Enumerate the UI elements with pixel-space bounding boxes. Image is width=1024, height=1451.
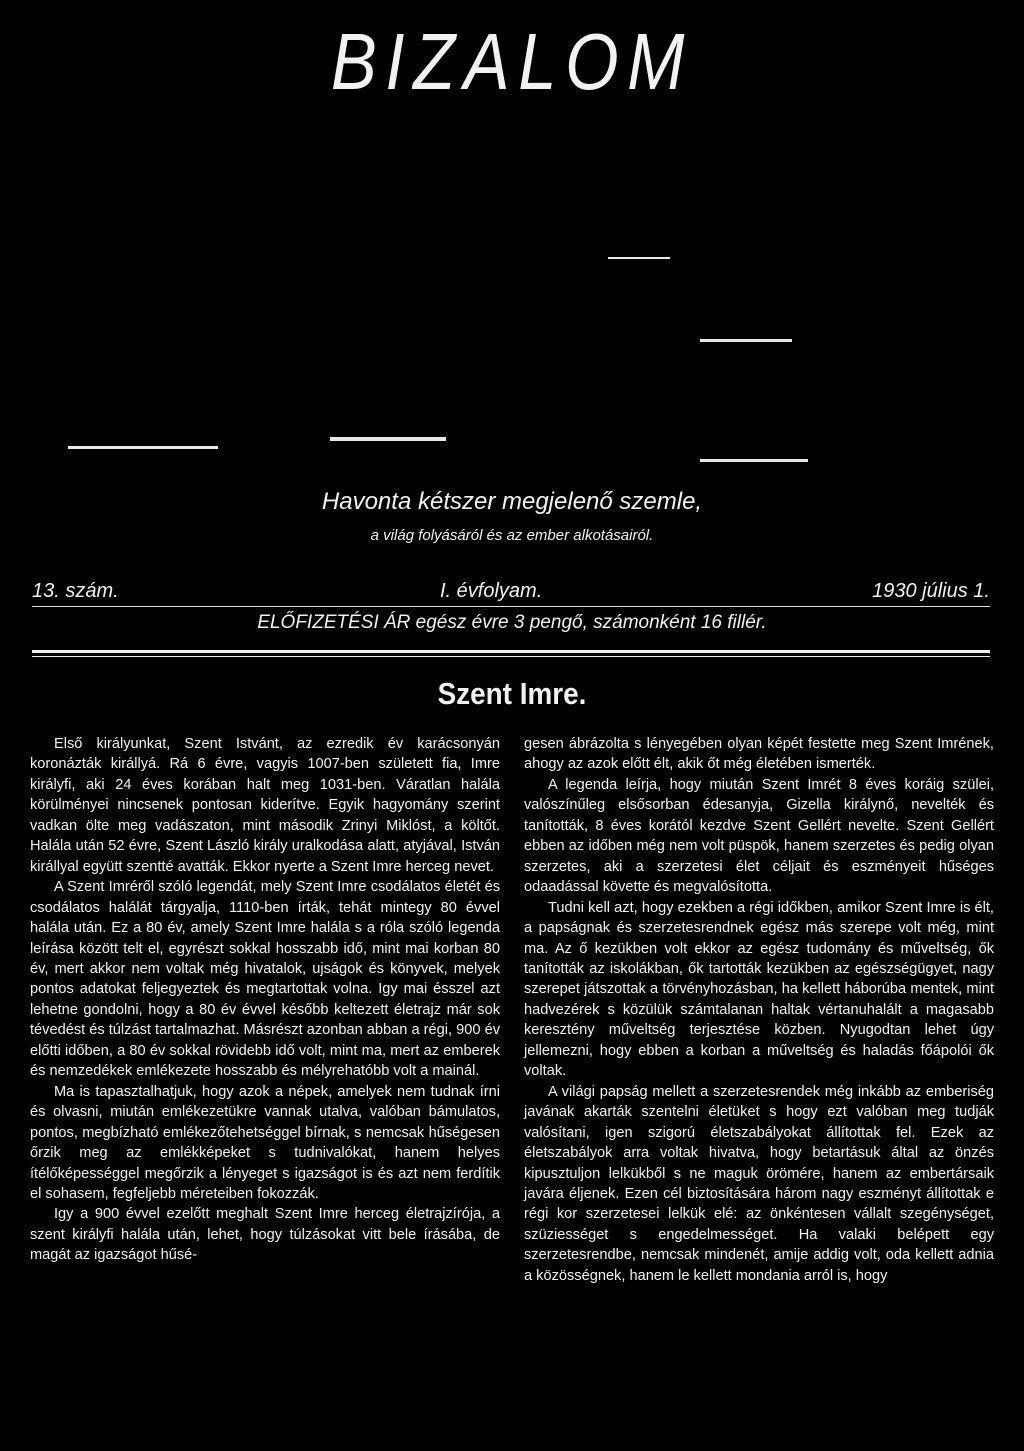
decorative-dash [608, 257, 670, 259]
paragraph: A legenda leírja, hogy miután Szent Imrét 8 éves koráig szülei, valószínűleg elsősorban édesanyja, Gizella királynő, nevelték és tanították, 8 éves korától kezdve Szent Gellért nevelte. Szent Gellért ebben az időben még nem volt püspök, hanem szerzetes és pedig olyan szerzetes, aki a szerzetesi élet céljait és eszményeit hűséges odaadással követte és megvalósította. [524, 776, 994, 896]
paragraph: Igy a 900 évvel ezelőtt meghalt Szent Imre herceg életrajzírója, a szent királyfi halála után, lehet, hogy túlzásokat vitt bele írásába, de magát az igazságot hűsé- [30, 1206, 500, 1264]
subtitle-line-2: a világ folyásáról és az ember alkotásairól. [370, 527, 654, 544]
issue-date: 1930 július 1. [872, 580, 990, 602]
issue-number: 13. szám. [32, 580, 119, 602]
decorative-dash [700, 459, 808, 462]
decorative-dash [68, 446, 218, 449]
paragraph: A világi papság mellett a szerzetesrendek még inkább az emberiség javának akarták szentelni életüket s hogy ezt valóban meg tudják valósítani, igen szigorú életszabályokat állítottak fel. Ezek az életszabályok arra voltak hivatva, hogy betartásuk által az önzés kipusztuljon lelkükből s ne maguk örömére, hanem az embertársaik javára éljenek. Ezen cél biztosítására három nagy eszményt állítottak e régi kor szerzetesei lelkük elé: az önkéntesen vállalt szegénységet, szüziességet s engedelmességet. Ha valaki belépett egy szerzetesrendbe, nemcsak mindenét, amije addig volt, oda kellett adnia a közösségnek, hanem le kellett mondania arról is, hogy [524, 1083, 994, 1284]
issue-volume: I. évfolyam. [440, 580, 543, 602]
paragraph: gesen ábrázolta s lényegében olyan képét festette meg Szent Imrének, ahogy az azok előtt élt, akik őt még életében ismerték. [524, 736, 994, 773]
header-rule [32, 650, 990, 653]
subtitle-line-1: Havonta kétszer megjelenő szemle, [321, 488, 703, 515]
paragraph: Tudni kell azt, hogy ezekben a régi időkben, amikor Szent Imre is élt, a papságnak és szerzetesrendnek egész más szerepe volt még, mint ma. Az ő kezükben volt ekkor az egész tudomány és műveltség, ők tanították az iskolákban, ők tartották kezükben az egészségügyet, nagy szerepet játszottak a törvényhozásban, ha kellett háborúba mentek, mint hadvezérek s közülük számtalanan haltak vértanuhalált a magasabb keresztény műveltség terjesztése közben. Nyugodtan lehet úgy jellemezni, hogy ebben a korban a műveltség és haladás főápolói ők voltak. [524, 899, 994, 1080]
decorative-dash [700, 339, 792, 342]
issue-info-row [32, 580, 990, 607]
article-title: Szent Imre. [437, 676, 587, 711]
paragraph: A Szent Imréről szóló legendát, mely Szent Imre csodálatos életét és csodálatos halálát tárgyalja, 1110-ben írták, tehát mintegy 80 évvel halála után. Ez a 80 év, amely Szent Imre halála s a róla szóló legenda leírása között telt el, egyrészt sokkal hosszabb idő, mint mai korban 80 év, mert akkor nem voltak még hivatalok, ujságok és könyvek, melyek pontos adatokat feljegyeztek és megtartottak volna. Igy mai ésszel azt lehetne gondolni, hogy a 80 év évvel később keltezett életrajz már sok tévedést és túlzást tartalmazhat. Másrészt azonban abban a régi, 900 év előtti időben, a 80 év sokkal rövidebb idő volt, mint ma, mert az emberek és nemzedékek emlékezete hosszabb és mélyrehatóbb volt a mainál. [30, 879, 500, 1080]
paragraph: Ma is tapasztalhatjuk, hogy azok a népek, amelyek nem tudnak írni és olvasni, miután emlékezetükre vannak utalva, valóban bámulatos, pontos, megbízható emlékezőtehetséggel bírnak, s nemcsak hűségesen őrzik meg az emlékképeket s tudnivalókat, hanem helyes ítélőképességgel megőrzik a lényeget s igazságot is és azt nem ferdítik el sohasem, fegfeljebb méreteiben fokozzák. [30, 1083, 500, 1202]
header-rule-thin [32, 656, 990, 657]
subscription-price: ELŐFIZETÉSI ÁR egész évre 3 pengő, számonként 16 fillér. [257, 612, 767, 633]
decorative-dash [330, 437, 446, 441]
article-left-column [30, 734, 500, 1266]
article-right-column [524, 734, 994, 1286]
paragraph: Első királyunkat, Szent Istvánt, az ezredik év karácsonyán koronázták királlyá. Rá 6 évre, vagyis 1007-ben született fia, Imre királyfi, aki 24 éves korában halt meg 1031-ben. Váratlan halála körülményei nincsenek pontosan kiderítve. Egyik hagyomány szerint vadkan ölte meg vadászaton, mint második Zrinyi Miklóst, a költőt. Halála után 52 évre, Szent László király uralkodása alatt, atyjával, István királlyal együtt szentté avatták. Ekkor nyerte a Szent Imre herceg nevet. [30, 736, 500, 875]
masthead-title: BIZALOM [330, 17, 694, 106]
